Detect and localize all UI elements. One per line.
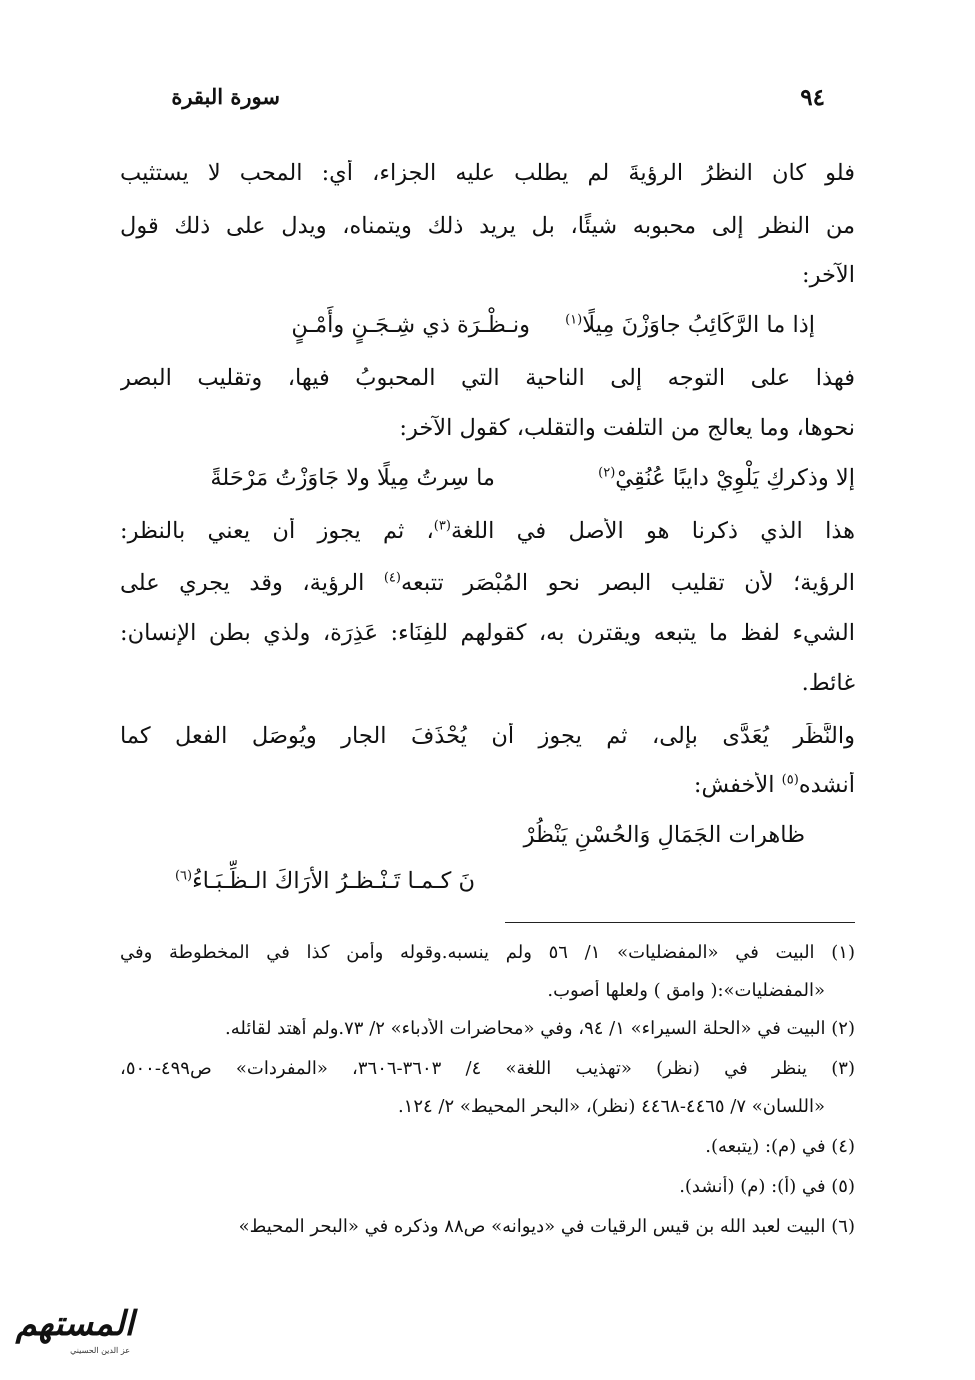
footnote-1: (١) البيت في «المفضليات» ١/ ٥٦ ولم ينسبه.وقوله وأمن كذا في المخطوطة وفي (120, 942, 855, 963)
body-line: الرؤية؛ لأن تقليب البصر نحو المُبْصَر تتبعه$^{(٤)}$ الرؤية، وقد يجري على (120, 570, 855, 596)
verse-2-first-hemistich: ما سِرتُ مِيلًا ولا جَاوَزْتُ مَرْحَلةً (210, 465, 495, 491)
footnote-3: (٣) ينظر في (نظر) «تهذيب اللغة» ٤/ ٣٦٠٣-٣٦٠٦، «المفردات» ص٤٩٩-٥٠٠، (120, 1058, 855, 1079)
footnote-ref: (٤) (383, 570, 401, 586)
logo-name: المستهم (15, 1304, 134, 1344)
body-line: والنَّظَر يُعَدَّى بإلى، ثم يجوز أن يُحْذَفَ الجار ويُوصَل الفعل كما (120, 723, 855, 749)
body-line: نحوها، وما يعالج من التلفت والتقلب، كقول الآخر: (399, 415, 855, 441)
body-line: فلو كان النظرُ الرؤيةَ لم يطلب عليه الجزاء، أي: المحب لا يستثيب (120, 160, 855, 186)
footnote-ref: (٣) (433, 518, 451, 534)
footnote-separator (505, 922, 855, 923)
footnote-6: (٦) البيت لعبد الله بن قيس الرقيات في «ديوانه» ص٨٨ وذكره في «البحر المحيط» (238, 1216, 855, 1237)
body-line: هذا الذي ذكرنا هو الأصل في اللغة$^{(٣)}$، ثم يجوز أن يعني بالنظر: (120, 518, 855, 544)
footnote-ref: (٥) (781, 772, 799, 788)
footnote-4: (٤) في (م): (يتبعه). (705, 1136, 855, 1157)
verse-3-line-2: نَ كـمـا تَـنْـظـرُ الأرَاكَ الـظِّـبَـاءُ$^{(٦)}$ (174, 868, 475, 894)
footnote-2: (٢) البيت في «الحلة السيراء» ١/ ٩٤، وفي «محاضرات الأدباء» ٢/ ٧٣.ولم أهتد لقائله. (225, 1018, 855, 1039)
running-header-title: سورة البقرة (171, 84, 280, 109)
verse-3-line-1: ظاهرات الجَمَالِ وَالحُسْنِ يَنْظُرْ (523, 822, 805, 848)
footnote-1-continued: «المفضليات»:( وامق ) ولعلها أصوب. (547, 980, 825, 1001)
footnote-ref: (٢) (598, 465, 616, 481)
verse-2-second-hemistich: إلا وذكركِ يَلْوِيْ دايبًا عُنُقِيْ$^{(٢)}$ (598, 465, 855, 491)
body-line: الآخر: (802, 262, 855, 288)
body-line: أنشده$^{(٥)}$ الأخفش: (693, 772, 855, 798)
footnote-ref: (١) (565, 312, 583, 328)
body-line: الشيء لفظ ما يتبعه ويقترن به، كقولهم للفِنَاء: عَذِرَة، ولذي بطن الإنسان: (120, 620, 855, 646)
page-number: ٩٤ (800, 84, 825, 111)
body-line: من النظر إلى محبوبه شيئًا، بل يريد ذلك ويتمناه، ويدل على ذلك قول (120, 213, 855, 239)
footnote-5: (٥) في (أ): (م) (أنشد). (679, 1176, 855, 1197)
footnote-ref: (٦) (174, 868, 193, 884)
body-line: فهذا على التوجه إلى الناحية التي المحبوبُ فيها، وتقليب البصر (120, 365, 855, 391)
publisher-logo (8, 1302, 148, 1368)
body-line: غائط. (801, 670, 855, 696)
verse-1-second-hemistich: إذا ما الرَّكَائِبُ جاوَزْنَ مِيلًا$^{(١)}$ (565, 312, 815, 338)
logo-subtitle: عز الدين الحسيني (70, 1346, 130, 1355)
footnote-3-continued: «اللسان» ٧/ ٤٤٦٥-٤٤٦٨ (نظر)، «البحر المحيط» ٢/ ١٢٤. (397, 1096, 825, 1117)
verse-1-first-hemistich: ونـظْـرَة ذي شِـجَـنٍ وأَمْـنٍ (291, 312, 530, 338)
